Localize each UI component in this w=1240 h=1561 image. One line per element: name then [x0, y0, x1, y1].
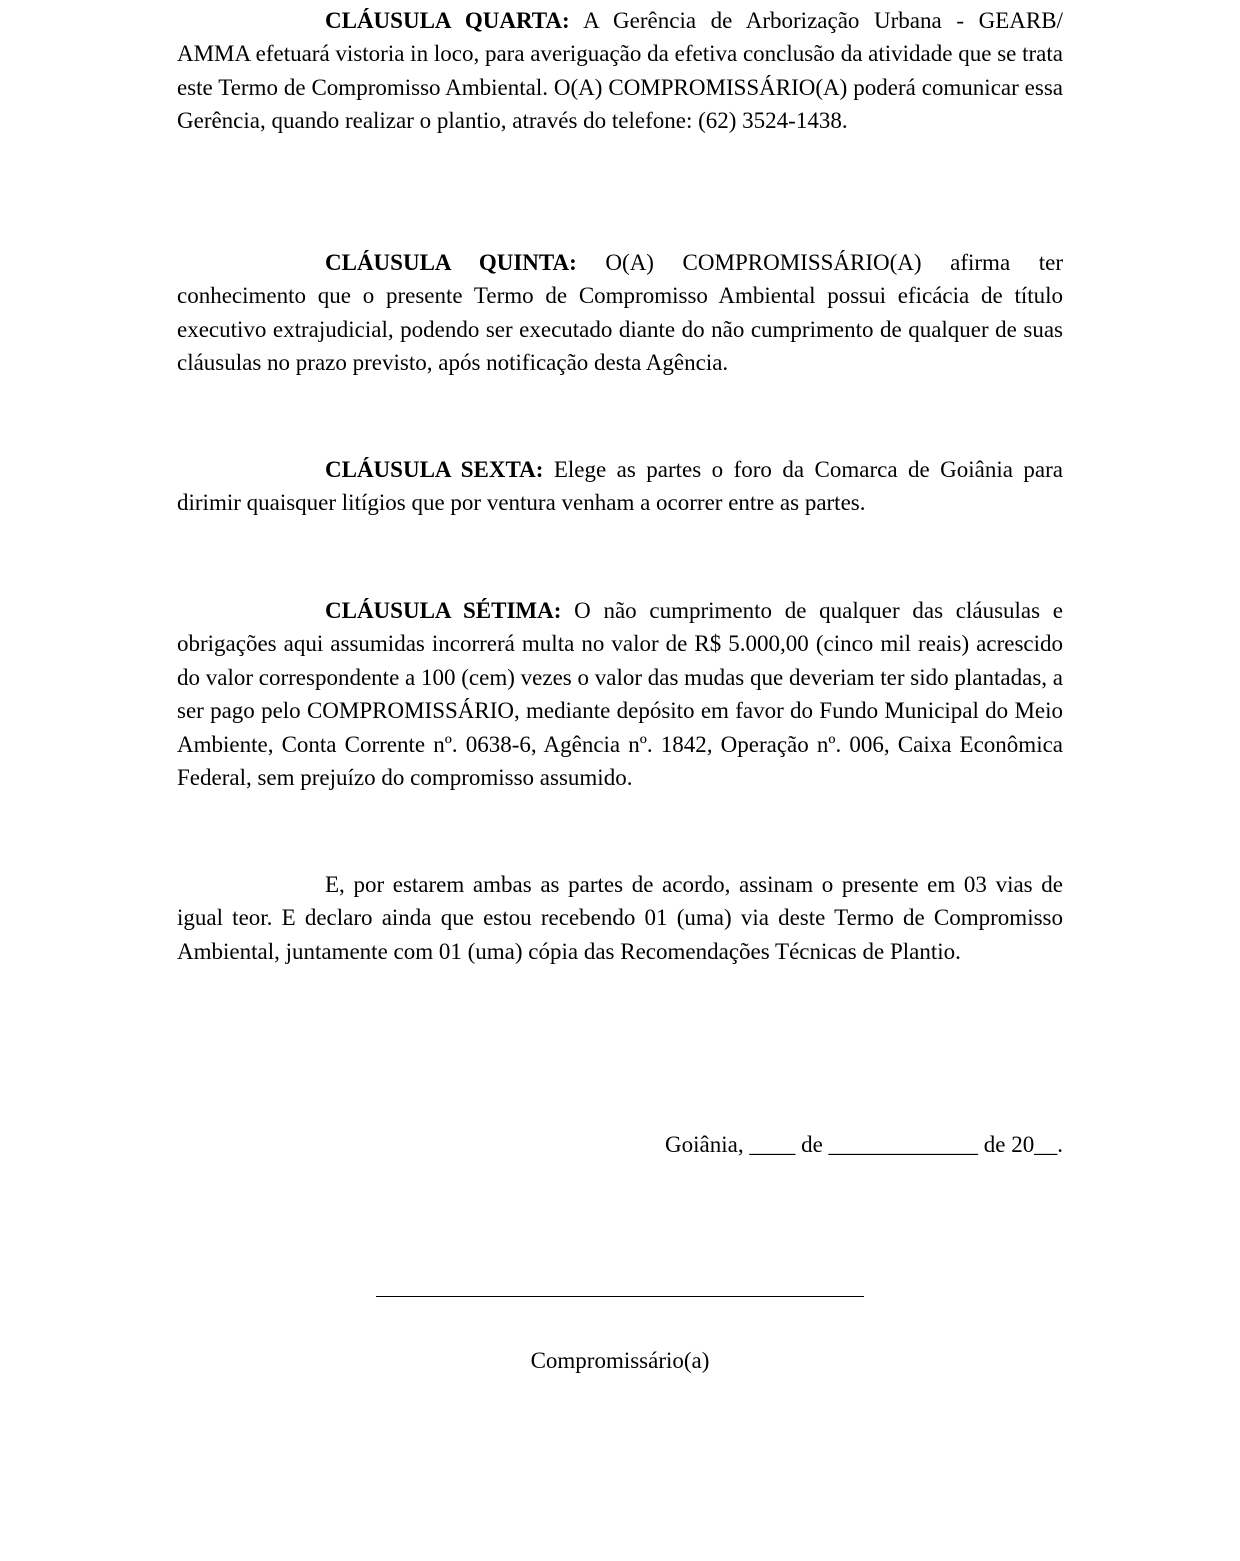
closing-text: E, por estarem ambas as partes de acordo, assinam o presente em 03 vias de igual teor. E declaro ainda que estou recebendo 01 (uma) via deste Termo de Compromisso Ambiental, juntamente com 01 (uma) cópia das Recomendações Técnicas de Plantio. — [177, 872, 1063, 964]
clause-sexta-heading: CLÁUSULA SEXTA: — [325, 457, 544, 482]
clause-quarta-heading: CLÁUSULA QUARTA: — [325, 8, 570, 33]
signature-label: Compromissário(a) — [530, 1348, 710, 1373]
clause-quinta-text: O(A) COMPROMISSÁRIO(A) afirma ter conhecimento que o presente Termo de Compromisso Ambiental possui eficácia de título executivo extrajudicial, podendo ser executado diante do não cumprimento de qualquer de suas cláusulas no prazo previsto, após notificação desta Agência. — [177, 250, 1064, 376]
closing-paragraph — [177, 868, 1063, 968]
clause-quinta — [177, 246, 1063, 380]
signature-line — [376, 1296, 864, 1297]
date-line: Goiânia, ____ de _____________ de 20__. — [665, 1132, 1063, 1157]
clause-sexta — [177, 453, 1063, 520]
clause-quarta-text: A Gerência de Arborização Urbana - GEARB/ AMMA efetuará vistoria in loco, para averiguação da efetiva conclusão da atividade que se trata este Termo de Compromisso Ambiental. O(A) COMPROMISSÁRIO(A) poderá comunicar essa Gerência, quando realizar o plantio, através do telefone: (62) 3524-1438. — [177, 8, 1063, 134]
clause-sexta-text: Elege as partes o foro da Comarca de Goiânia para dirimir quaisquer litígios que por ventura venham a ocorrer entre as partes. — [177, 457, 1063, 516]
clause-setima-text: O não cumprimento de qualquer das cláusulas e obrigações aqui assumidas incorrerá multa no valor de R$ 5.000,00 (cinco mil reais) acrescido do valor correspondente a 100 (cem) vezes o valor das mudas que deveriam ter sido plantadas, a ser pago pelo COMPROMISSÁRIO, mediante depósito em favor do Fundo Municipal do Meio Ambiente, Conta Corrente nº. 0638-6, Agência nº. 1842, Operação nº. 006, Caixa Econômica Federal, sem prejuízo do compromisso assumido. — [177, 598, 1064, 791]
clause-setima — [177, 594, 1063, 794]
clause-quarta — [177, 4, 1063, 138]
clause-quinta-heading: CLÁUSULA QUINTA: — [325, 250, 577, 275]
clause-setima-heading: CLÁUSULA SÉTIMA: — [325, 598, 562, 623]
